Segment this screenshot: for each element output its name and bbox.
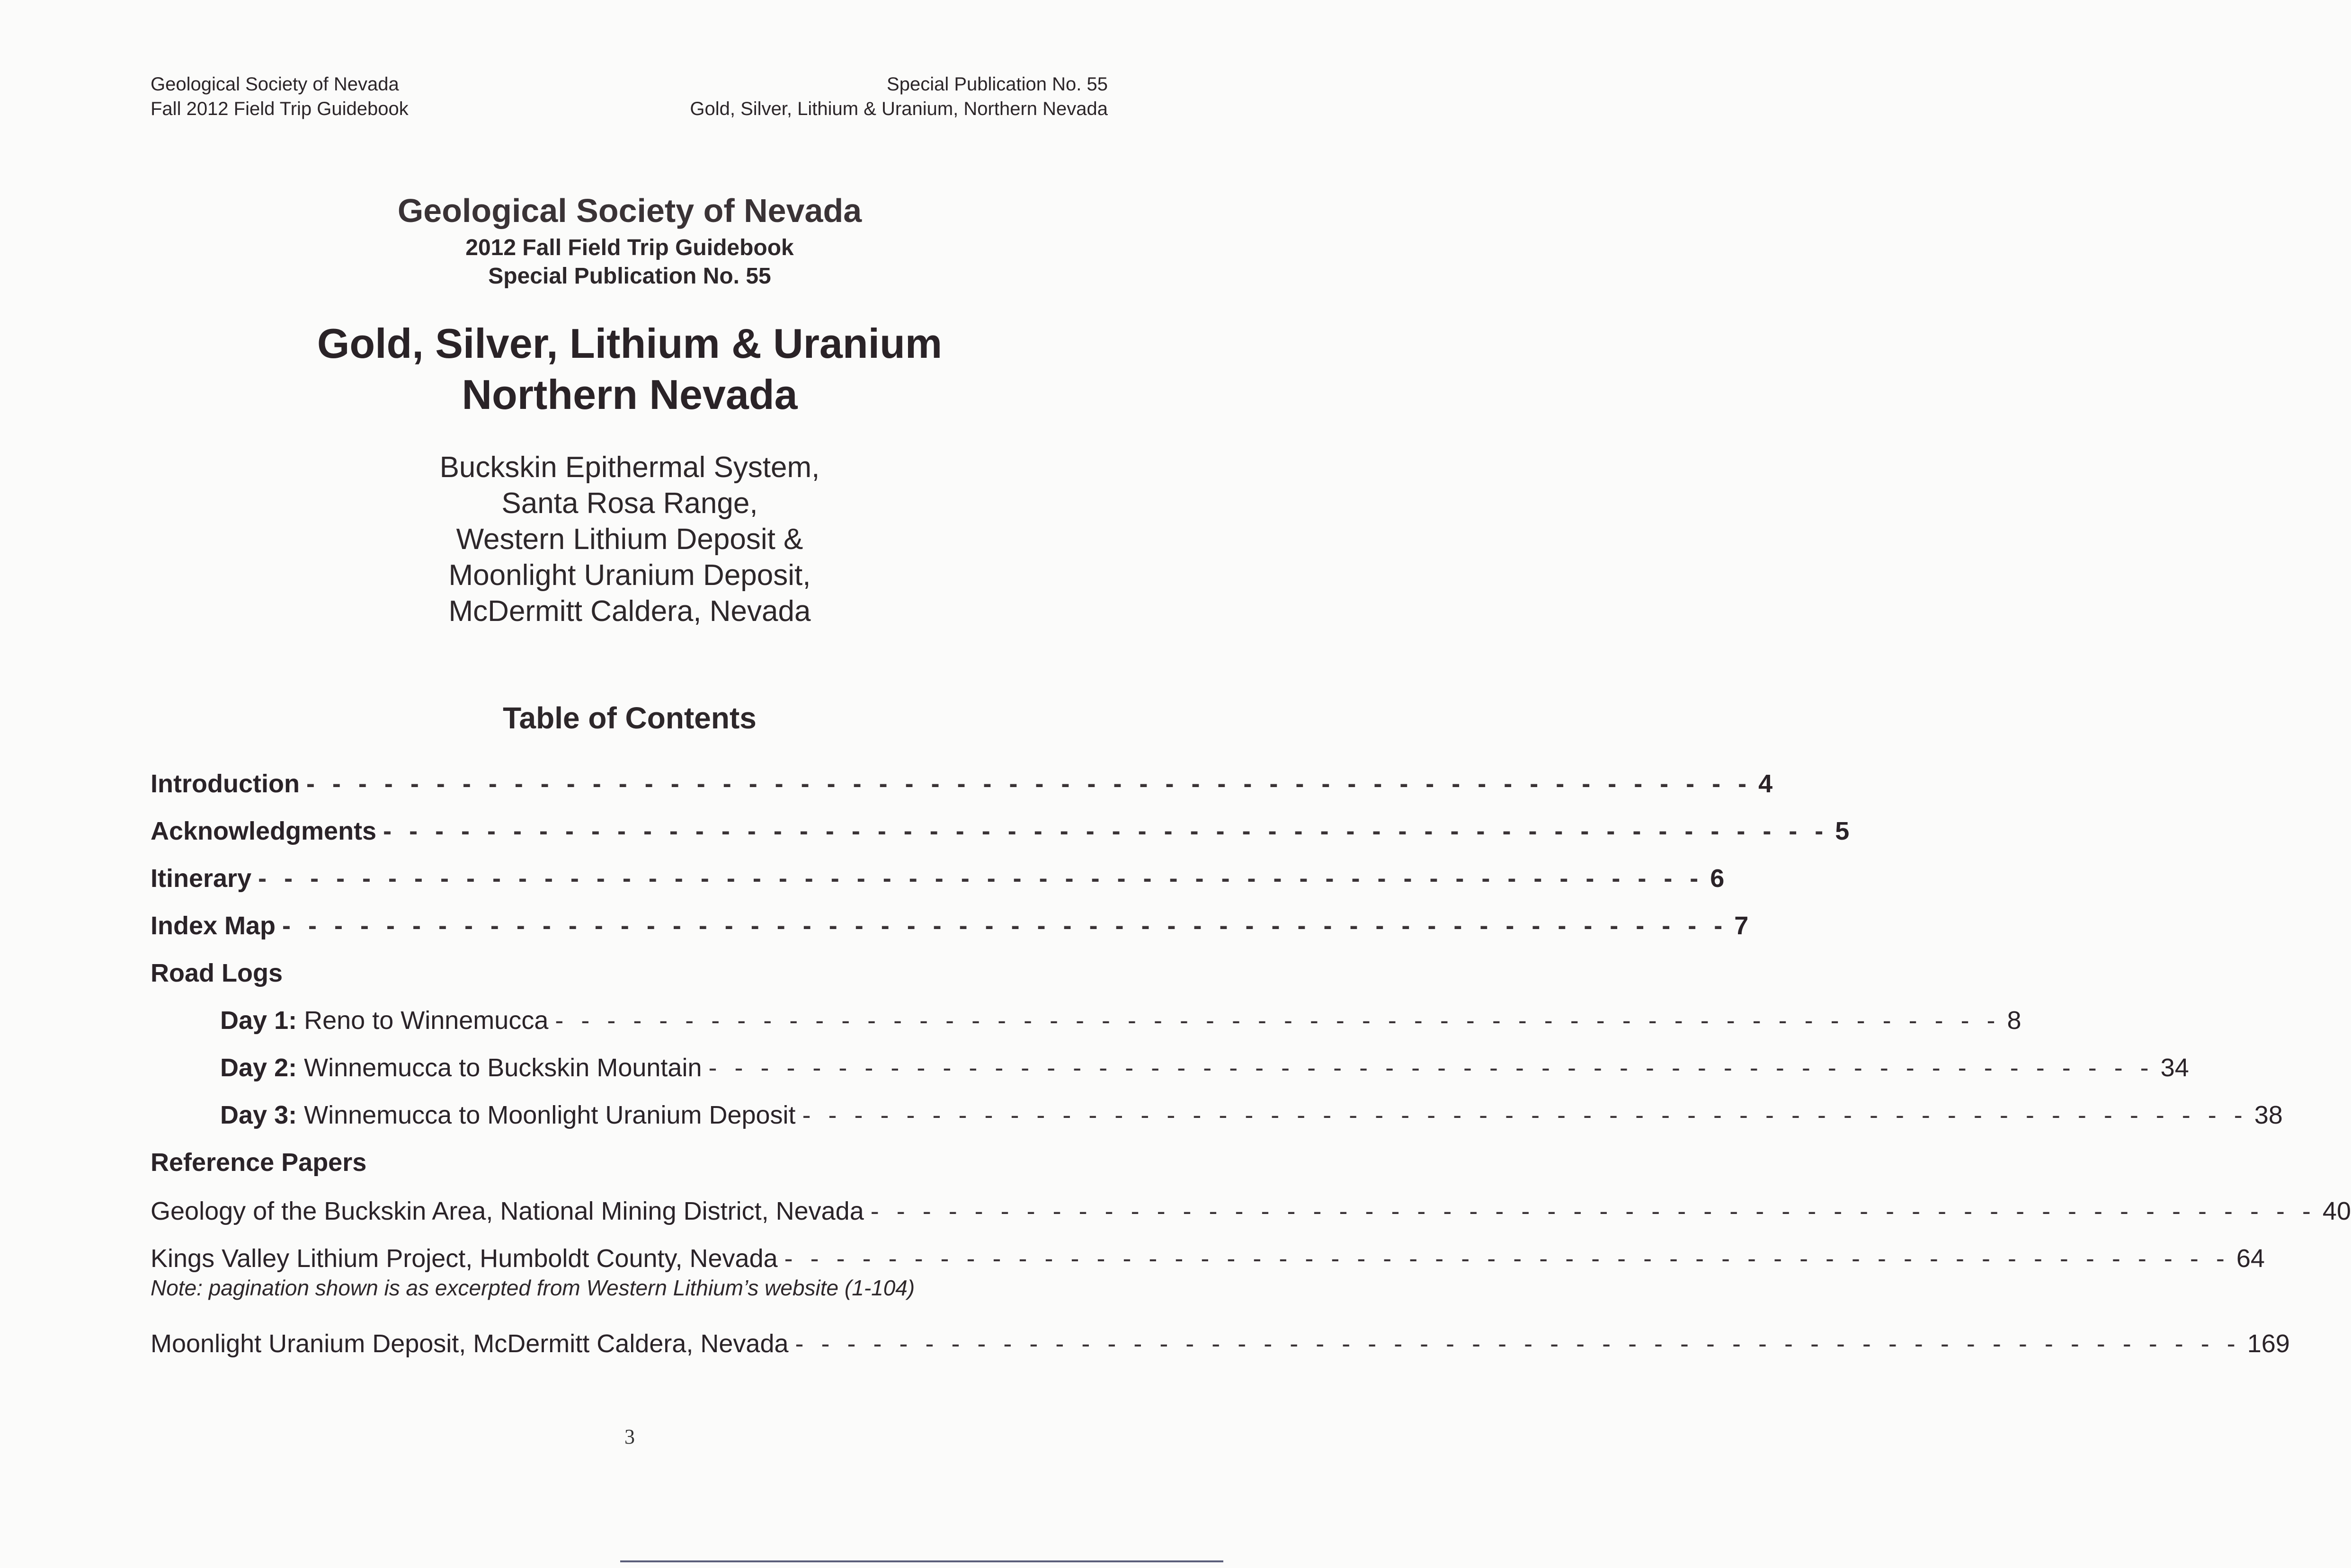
toc-page: 169 bbox=[2247, 1329, 2290, 1358]
header-left-line2: Fall 2012 Field Trip Guidebook bbox=[151, 98, 409, 119]
toc-label: Introduction bbox=[151, 770, 300, 798]
description-line2: Santa Rosa Range, bbox=[501, 487, 758, 520]
toc-leader: - - - - - - - - - - - - - - - - - - - - - - - - - - - - - - - - - - - - - - - - - - - - - - - - - - - - - - - - bbox=[383, 817, 1829, 845]
toc-label: Itinerary bbox=[151, 864, 252, 893]
description-line4: Moonlight Uranium Deposit, bbox=[448, 559, 811, 592]
toc-page: 38 bbox=[2254, 1101, 2283, 1129]
toc-label: Acknowledgments bbox=[151, 817, 377, 845]
running-header-left bbox=[151, 72, 409, 121]
toc-day-prefix: Day 3: bbox=[220, 1101, 297, 1129]
main-title-line2: Northern Nevada bbox=[462, 371, 798, 418]
toc-label: Winnemucca to Moonlight Uranium Deposit bbox=[304, 1101, 796, 1129]
toc-entry-day3 bbox=[220, 1100, 2283, 1134]
toc-entry-itinerary bbox=[151, 864, 1725, 897]
toc-entry-ref3 bbox=[151, 1329, 2290, 1362]
toc-label: Kings Valley Lithium Project, Humboldt County, Nevada bbox=[151, 1244, 778, 1273]
toc-page: 5 bbox=[1835, 817, 1850, 845]
description-line3: Western Lithium Deposit & bbox=[456, 523, 803, 556]
trip-description bbox=[0, 450, 1259, 629]
description-line5: McDermitt Caldera, Nevada bbox=[448, 595, 811, 628]
toc-page: 6 bbox=[1710, 864, 1725, 893]
header-left-line1: Geological Society of Nevada bbox=[151, 74, 399, 95]
toc-leader: - - - - - - - - - - - - - - - - - - - - - - - - - - - - - - - - - - - - - - - - - - - - - - - - - - - - - - - - bbox=[795, 1329, 2241, 1358]
toc-leader: - - - - - - - - - - - - - - - - - - - - - - - - - - - - - - - - - - - - - - - - - - - - - - - - - - - - - - - - bbox=[258, 864, 1704, 893]
toc-entry-ref1 bbox=[151, 1196, 2351, 1230]
main-title-line1: Gold, Silver, Lithium & Uranium bbox=[317, 320, 943, 367]
toc-heading: Table of Contents bbox=[503, 701, 757, 735]
toc-leader: - - - - - - - - - - - - - - - - - - - - - - - - - - - - - - - - - - - - - - - - - - - - - - - - - - - - - - - - bbox=[306, 770, 1752, 798]
toc-day-prefix: Day 1: bbox=[220, 1006, 297, 1035]
page-number: 3 bbox=[624, 1425, 635, 1448]
toc-label: Moonlight Uranium Deposit, McDermitt Caldera, Nevada bbox=[151, 1329, 789, 1358]
toc-page: 34 bbox=[2160, 1054, 2189, 1082]
toc-leader: - - - - - - - - - - - - - - - - - - - - - - - - - - - - - - - - - - - - - - - - - - - - - - - - - - - - - - - - bbox=[784, 1244, 2230, 1273]
toc-page: 64 bbox=[2236, 1244, 2265, 1273]
toc-page: 40 bbox=[2322, 1197, 2351, 1225]
toc-entry-ref2 bbox=[151, 1244, 2265, 1277]
toc-page: 7 bbox=[1734, 912, 1749, 940]
header-right-line2: Gold, Silver, Lithium & Uranium, Northern Nevada bbox=[690, 98, 1108, 119]
guidebook-line: 2012 Fall Field Trip Guidebook bbox=[465, 235, 794, 260]
society-title: Geological Society of Nevada bbox=[397, 192, 862, 229]
toc-note: Note: pagination shown is as excerpted from Western Lithium’s website (1-104) bbox=[151, 1276, 915, 1300]
toc-label: Reno to Winnemucca bbox=[304, 1006, 549, 1035]
running-header-right bbox=[690, 72, 1108, 121]
toc-section-road-logs: Road Logs bbox=[151, 959, 283, 987]
toc-label: Winnemucca to Buckskin Mountain bbox=[304, 1054, 702, 1082]
toc-leader: - - - - - - - - - - - - - - - - - - - - - - - - - - - - - - - - - - - - - - - - - - - - - - - - - - - - - - - - bbox=[802, 1101, 2248, 1129]
toc-section-reference-papers: Reference Papers bbox=[151, 1148, 367, 1177]
toc-leader: - - - - - - - - - - - - - - - - - - - - - - - - - - - - - - - - - - - - - - - - - - - - - - - - - - - - - - - - bbox=[282, 912, 1728, 940]
toc-entry-day1 bbox=[220, 1006, 2022, 1039]
toc-leader: - - - - - - - - - - - - - - - - - - - - - - - - - - - - - - - - - - - - - - - - - - - - - - - - - - - - - - - - bbox=[708, 1054, 2154, 1082]
toc-entry-acknowledgments bbox=[151, 816, 1850, 850]
header-right-line1: Special Publication No. 55 bbox=[887, 74, 1108, 95]
toc-entry-day2 bbox=[220, 1053, 2189, 1086]
toc-entry-introduction bbox=[151, 769, 1773, 802]
guidebook-subtitle bbox=[0, 234, 1259, 291]
description-line1: Buckskin Epithermal System, bbox=[439, 451, 820, 484]
toc-page: 4 bbox=[1758, 770, 1773, 798]
bottom-rule bbox=[620, 1560, 1223, 1562]
toc-leader: - - - - - - - - - - - - - - - - - - - - - - - - - - - - - - - - - - - - - - - - - - - - - - - - - - - - - - - - bbox=[870, 1197, 2316, 1225]
toc-day-prefix: Day 2: bbox=[220, 1054, 297, 1082]
publication-line: Special Publication No. 55 bbox=[488, 264, 771, 289]
toc-entry-index-map bbox=[151, 911, 1749, 944]
toc-page: 8 bbox=[2007, 1006, 2022, 1035]
toc-label: Geology of the Buckskin Area, National Mining District, Nevada bbox=[151, 1197, 864, 1225]
main-title bbox=[0, 318, 1259, 420]
toc-leader: - - - - - - - - - - - - - - - - - - - - - - - - - - - - - - - - - - - - - - - - - - - - - - - - - - - - - - - - bbox=[555, 1006, 2001, 1035]
toc-label: Index Map bbox=[151, 912, 276, 940]
